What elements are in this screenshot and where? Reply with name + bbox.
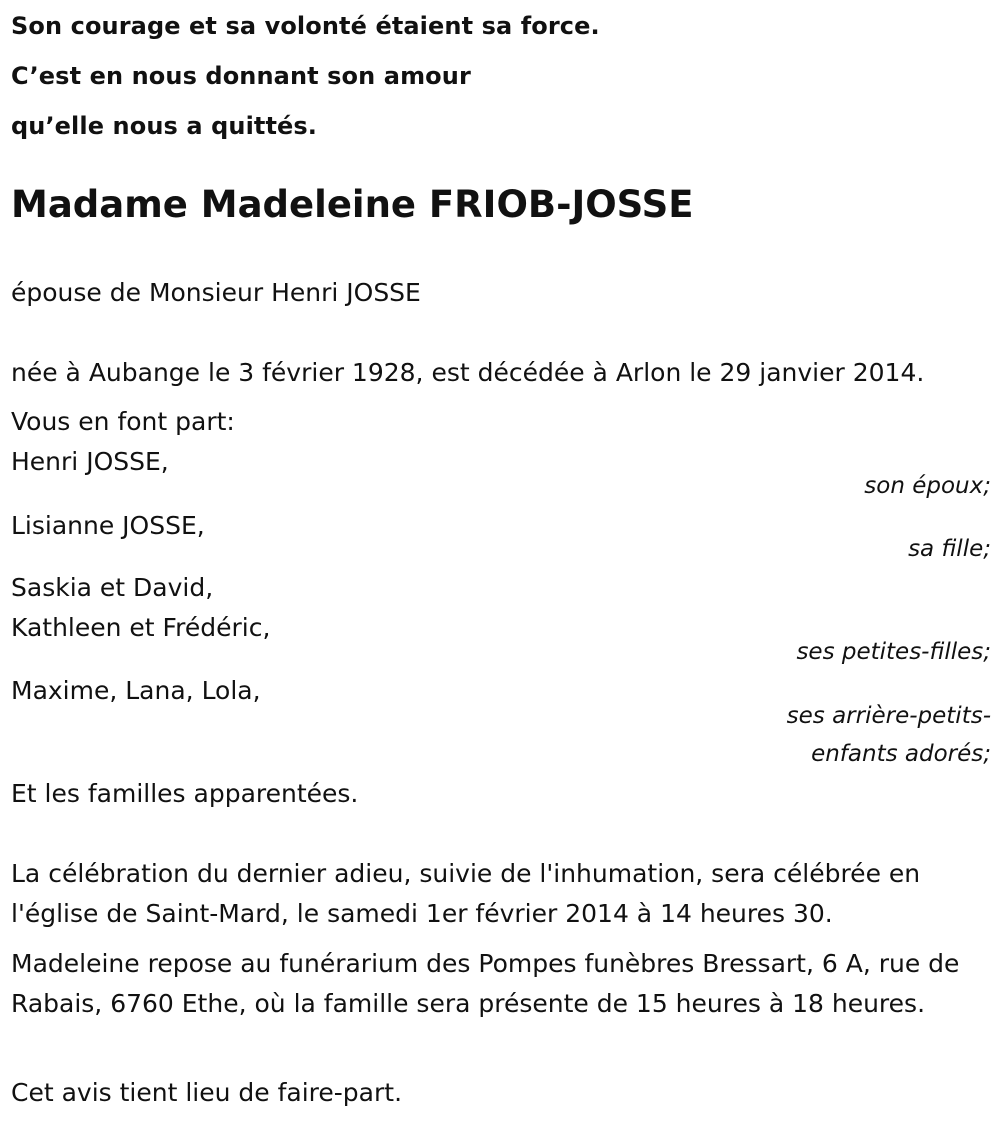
announcer-role: sa fille; (908, 536, 991, 562)
birth-death-line: née à Aubange le 3 février 1928, est décédée à Arlon le 29 janvier 2014. (11, 358, 925, 387)
notice-line: Cet avis tient lieu de faire-part. (11, 1078, 403, 1107)
announcer-name: Saskia et David, (11, 573, 214, 602)
announcer-role: ses petites-filles; (796, 639, 991, 665)
announcer-name: Maxime, Lana, Lola, (11, 676, 261, 705)
announcer-name: Kathleen et Frédéric, (11, 613, 271, 642)
announcer-name: Lisianne JOSSE, (11, 511, 205, 540)
announcer-role: enfants adorés; (811, 741, 991, 767)
epigraph-line: Son courage et sa volonté étaient sa force. (11, 12, 600, 40)
viewing-paragraph: Madeleine repose au funérarium des Pompes funèbres Bressart, 6 A, rue de Rabais, 6760 Ethe, où la famille sera présente de 15 heures à 18 heures. (11, 949, 960, 1018)
announcer-name: Henri JOSSE, (11, 447, 169, 476)
announcers-intro: Vous en font part: (11, 407, 235, 436)
celebration-paragraph: La célébration du dernier adieu, suivie de l'inhumation, sera célébrée en l'église de Saint-Mard, le samedi 1er février 2014 à 14 heures 30. (11, 859, 921, 928)
related-families: Et les familles apparentées. (11, 779, 359, 808)
announcer-role: son époux; (864, 473, 991, 499)
epigraph-line: C’est en nous donnant son amour (11, 62, 471, 90)
announcer-role: ses arrière-petits- (786, 703, 991, 729)
epigraph-line: qu’elle nous a quittés. (11, 112, 318, 140)
epigraph (11, 1, 600, 151)
spouse-line: épouse de Monsieur Henri JOSSE (11, 278, 421, 307)
deceased-name: Madame Madeleine FRIOB-JOSSE (11, 183, 694, 226)
